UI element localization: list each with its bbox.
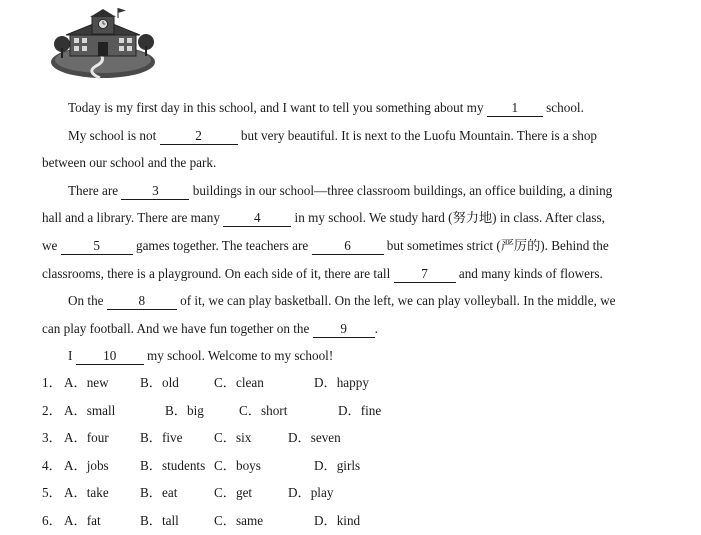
school-building-illustration bbox=[48, 8, 158, 80]
passage-line-1: Today is my first day in this school, and I want to tell you something about my 1 school. bbox=[68, 100, 584, 115]
passage-line-6: we 5 games together. The teachers are 6 but sometimes strict (严厉的). Behind the bbox=[42, 237, 609, 253]
question-row bbox=[42, 452, 664, 480]
question-row bbox=[42, 369, 664, 397]
blank-6[interactable]: 6 bbox=[312, 239, 384, 255]
option-b[interactable]: B．five bbox=[140, 430, 183, 446]
question-number: 1． bbox=[42, 375, 62, 390]
option-a[interactable]: A．four bbox=[64, 430, 109, 446]
blank-5[interactable]: 5 bbox=[61, 239, 133, 255]
option-a[interactable]: A．new bbox=[64, 375, 109, 390]
question-number: 4． bbox=[42, 457, 62, 473]
blank-4[interactable]: 4 bbox=[223, 211, 291, 227]
question-row bbox=[42, 397, 664, 425]
option-d[interactable]: D．seven bbox=[288, 430, 341, 446]
question-number: 3． bbox=[42, 430, 62, 446]
option-a[interactable]: A．jobs bbox=[64, 457, 109, 473]
option-b[interactable]: B．tall bbox=[140, 512, 179, 528]
option-d[interactable]: D．kind bbox=[314, 512, 361, 528]
option-a[interactable]: A．fat bbox=[64, 512, 101, 528]
blank-2[interactable]: 2 bbox=[160, 129, 238, 145]
blank-8[interactable]: 8 bbox=[107, 294, 177, 310]
passage-line-7: classrooms, there is a playground. On each side of it, there are tall 7 and many kinds of flowers. bbox=[42, 265, 603, 281]
blank-10[interactable]: 10 bbox=[76, 349, 144, 365]
option-b[interactable]: B．old bbox=[140, 375, 179, 390]
cloze-passage bbox=[42, 94, 664, 370]
passage-line-2: My school is not 2 but very beautiful. It is next to the Luofu Mountain. There is a shop bbox=[68, 127, 598, 143]
option-b[interactable]: B．eat bbox=[140, 485, 178, 501]
blank-7[interactable]: 7 bbox=[394, 267, 456, 283]
question-number: 5． bbox=[42, 485, 62, 501]
question-options bbox=[42, 369, 664, 535]
option-d[interactable]: D．happy bbox=[314, 375, 369, 390]
option-b[interactable]: B．students bbox=[140, 457, 206, 473]
passage-line-3: between our school and the park. bbox=[42, 155, 217, 171]
question-row bbox=[42, 479, 664, 507]
option-a[interactable]: A．small bbox=[64, 402, 116, 418]
option-c[interactable]: C．boys bbox=[214, 457, 261, 473]
option-d[interactable]: D．girls bbox=[314, 457, 361, 473]
passage-line-4: There are 3 buildings in our school—three classroom buildings, an office building, a dining bbox=[68, 182, 613, 198]
option-c[interactable]: C．get bbox=[214, 485, 253, 501]
blank-9[interactable]: 9 bbox=[313, 322, 375, 338]
option-a[interactable]: A．take bbox=[64, 485, 109, 501]
option-c[interactable]: C．same bbox=[214, 512, 264, 528]
passage-line-10: I 10 my school. Welcome to my school! bbox=[68, 348, 334, 364]
option-d[interactable]: D．fine bbox=[338, 402, 382, 418]
question-row bbox=[42, 507, 664, 535]
question-number: 6． bbox=[42, 512, 62, 528]
passage-line-9: can play football. And we have fun together on the 9 . bbox=[42, 320, 378, 336]
option-b[interactable]: B．big bbox=[165, 402, 204, 418]
option-c[interactable]: C．clean bbox=[214, 375, 264, 390]
question-row bbox=[42, 424, 664, 452]
option-c[interactable]: C．six bbox=[214, 430, 252, 446]
option-c[interactable]: C．short bbox=[239, 402, 288, 418]
question-number: 2． bbox=[42, 402, 62, 418]
blank-1[interactable]: 1 bbox=[487, 101, 543, 117]
passage-line-8: On the 8 of it, we can play basketball. On the left, we can play volleyball. In the middle, we bbox=[68, 293, 616, 309]
blank-3[interactable]: 3 bbox=[121, 184, 189, 200]
passage-line-5: hall and a library. There are many 4 in my school. We study hard (努力地) in class. After class, bbox=[42, 210, 605, 226]
option-d[interactable]: D．play bbox=[288, 485, 334, 501]
